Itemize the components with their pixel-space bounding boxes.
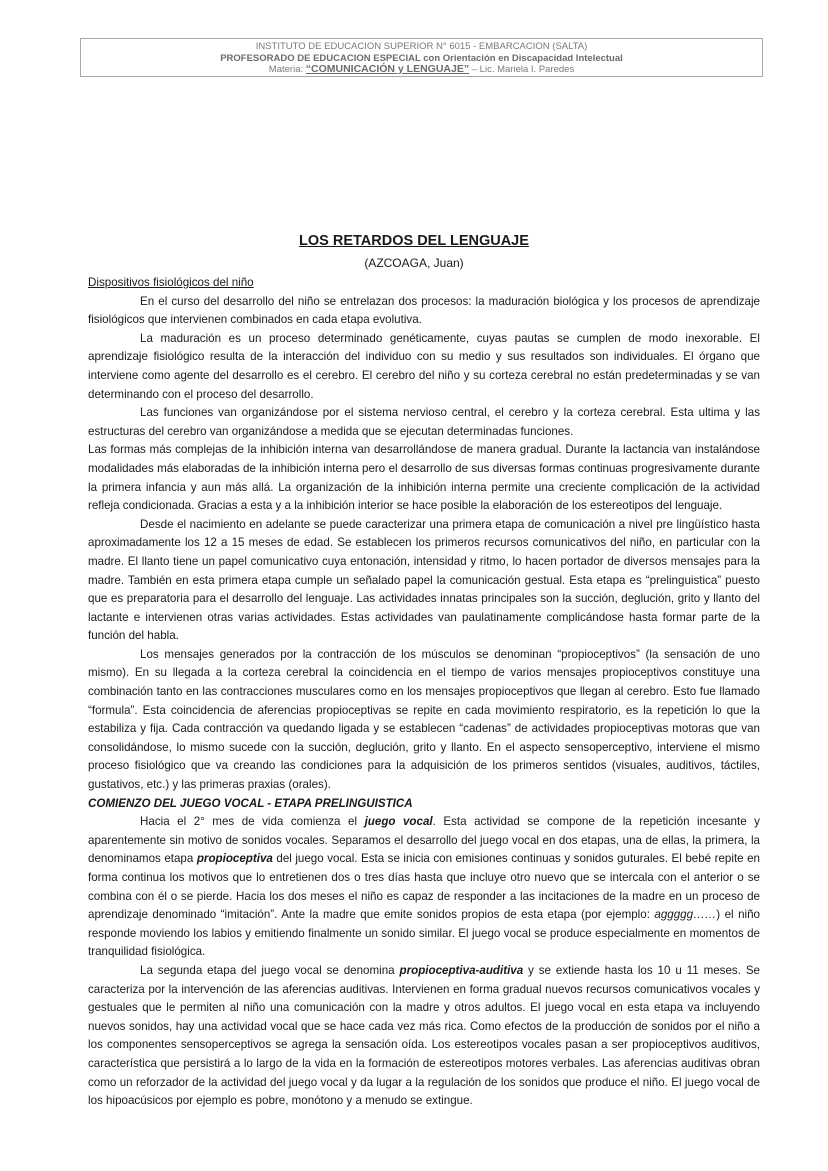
- document-body: [88, 274, 760, 1111]
- header-teacher: – Lic. Mariela I. Paredes: [469, 64, 575, 75]
- sp1-d: propioceptiva: [196, 852, 273, 866]
- paragraph-5: Desde el nacimiento en adelante se puede caracterizar una primera etapa de comunicación a nivel pre lingüístico hasta aproximadamente los 12 a 15 meses de edad. Se establecen los primeros recursos comunicativos del niño, en particular con la madre. El llanto tiene un papel comunicativo cuya entonación, intensidad y ritmo, lo hacen portador de diversos mensajes para la madre. También en esta primera etapa cumple un señalado papel la comunicación gestual. Esta etapa es “prelinguistica” puesto que es preparatoria para el desarrollo del lenguaje. Las actividades innatas principales son la succión, deglución, grito y llanto del lactante e intervienen otras varias actividades. Estas actividades van paulatinamente complicándose hasta formar parte de la función del habla.: [88, 517, 760, 643]
- sp1-c: . Esta actividad se compone de la repetición incesante y aparentemente sin motivo de sonidos vocales. Separamos el desarrollo del juego vocal en dos etapas, una de ellas, la primera, la denominamos etapa: [88, 815, 760, 866]
- paragraph-2: La maduración es un proceso determinado genéticamente, cuyas pautas se cumplen de modo inexorable. El aprendizaje fisiológico resulta de la interacción del individuo con su medio y sus resultados son individuales. El órgano que interviene como agente del desarrollo es el cerebro. El cerebro del niño y su corteza cerebral no están predeterminadas y se van determinando con el proceso del desarrollo.: [88, 331, 760, 401]
- section-paragraph-2: [88, 962, 760, 1111]
- subheading: Dispositivos fisiológicos del niño: [88, 276, 254, 289]
- sp2-a: La segunda etapa del juego vocal se denomina: [140, 963, 400, 977]
- header-subject-prefix: Materia:: [268, 64, 306, 75]
- header-program: PROFESORADO DE EDUCACION ESPECIAL con Orientación en Discapacidad Intelectual: [220, 52, 623, 64]
- sp1-e: del juego vocal. Esta se inicia con emisiones continuas y sonidos guturales. El bebé repite en forma continua los motivos que lo entretienen dos o tres días hasta que incluye otro nuevo que se intercala con el anterior o se combina con él o se pierde. Hacia los dos meses el niño es capaz de responder a las incitaciones de la madre en un proceso de aprendizaje denominado “imitación”. Ante la madre que emite sonidos propios de esta etapa (por ejemplo:: [88, 852, 761, 922]
- sp1-g: ) el niño responde moviendo los labios y emitiendo finalmente un sonido similar. El juego vocal se produce especialmente en momentos de tranquilidad fisiológica.: [88, 908, 760, 959]
- sp2-c: y se extiende hasta los 10 u 11 meses. Se caracteriza por la intervención de las aferencias auditivas. Intervienen en forma gradual nuevos recursos comunicativos vocales y gestuales que le permiten al niño una comunicación con la madre y otros adultos. El juego vocal en esta etapa va incluyendo nuevos sonidos, hay una actividad vocal que se hace cada vez más rica. Como efectos de la producción de sonidos por el niño a los componentes sensoperceptivos se agrega la sensación oída. Los estereotipos vocales pasan a ser propioceptivos auditivos, característica que persistirá a lo largo de la vida en la formación de estereotipos motores verbales. Las aferencias auditivas obran como un reforzador de la actividad del juego vocal y da lugar a la regulación de los sonidos que produce el niño. El juego vocal de los hipoacúsicos por ejemplo es pobre, monótono y a menudo se extingue.: [88, 963, 760, 1108]
- document-author: (AZCOAGA, Juan): [364, 256, 464, 270]
- paragraph-4: Las formas más complejas de la inhibición interna van desarrollándose de manera gradual. Durante la lactancia van instalándose modalidades más elaboradas de la inhibición interna pero el desarrollo de sus diversas formas continuas progresivamente durante la primera infancia y aun más allá. La organización de la inhibición interna permite una creciente complicación de la actividad refleja condicionada. Gracias a esta y a la inhibición interior se hace posible la elaboración de los estereotipos del lenguaje.: [88, 443, 760, 513]
- paragraph-6: Los mensajes generados por la contracción de los músculos se denominan “propioceptivos” (la sensación de uno mismo). En su llegada a la corteza cerebral la coincidencia en el tiempo de varios mensajes propioceptivos constituye una combinación tanto en las contracciones musculares como en los mensajes propioceptivos que llegan al cerebro. Esto fue llamado “formula”. Esta coincidencia de aferencias propioceptivas se repite en cada movimiento respiratorio, es la repetición lo que la estabiliza y fija. Cada contracción va quedando ligada y se establecen “cadenas” de actividades propioceptivas motoras que van consolidándose, lo mismo sucede con la succión, deglución, grito y llanto. En el aspecto sensoperceptivo, interviene el mismo proceso fisiológico que va creando las condiciones para la adquisición de los primeros sentidos (visuales, auditivos, táctiles, gustativos, etc.) y las primeras praxias (orales).: [88, 647, 760, 792]
- document-title: LOS RETARDOS DEL LENGUAJE: [299, 233, 529, 249]
- section-heading: COMIENZO DEL JUEGO VOCAL - ETAPA PRELINGUISTICA: [88, 796, 413, 810]
- sp1-f: aggggg……: [654, 908, 717, 922]
- header-institution: INSTITUTO DE EDUCACION SUPERIOR N° 6015 - EMBARCACION (SALTA): [255, 41, 588, 52]
- header-subject-line: [81, 64, 762, 76]
- document-header: [80, 38, 763, 77]
- header-subject: “COMUNICACIÓN y LENGUAJE”: [305, 63, 470, 75]
- sp1-b: juego vocal: [364, 815, 433, 829]
- paragraph-3: Las funciones van organizándose por el sistema nervioso central, el cerebro y la corteza cerebral. Esta ultima y las estructuras del cerebro van organizándose a medida que se ejecutan determinadas funciones.: [88, 406, 760, 438]
- sp1-a: Hacia el 2° mes de vida comienza el: [140, 815, 365, 829]
- section-paragraph-1: [88, 813, 760, 962]
- sp2-b: propioceptiva-auditiva: [399, 963, 524, 977]
- paragraph-1: En el curso del desarrollo del niño se entrelazan dos procesos: la maduración biológica y los procesos de aprendizaje fisiológicos que intervienen combinados en cada etapa evolutiva.: [88, 294, 760, 327]
